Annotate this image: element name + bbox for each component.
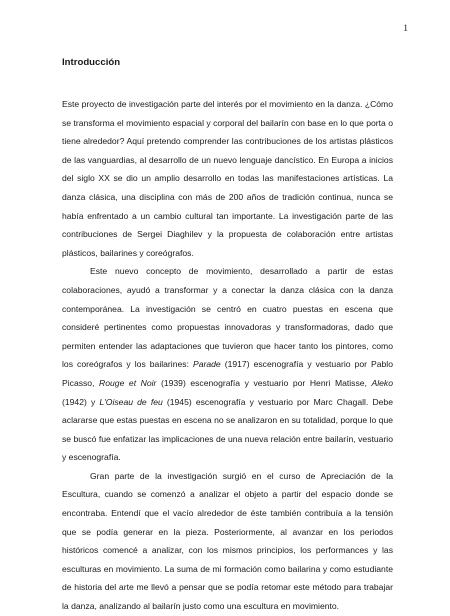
text-run: (1945) escenografía y vestuario por Marc Chagall. Debe aclararse que estas puestas en escena no se analizaron en su totalidad, porque lo que se buscó fue enfatizar las implicaciones de una nueva relación entre bailarín, vestuario y escenografía. bbox=[62, 396, 393, 463]
work-title: L'Oiseau de feu bbox=[99, 396, 163, 407]
document-body bbox=[62, 95, 393, 616]
page-number: 1 bbox=[403, 24, 408, 34]
paragraph bbox=[62, 262, 393, 467]
text-run: Este proyecto de investigación parte del interés por el movimiento en la danza. ¿Cómo se transforma el movimiento espacial y corporal del bailarín con base en lo que porta o tiene alrededor? Aquí pretendo comprender las contribuciones de los artistas plásticos de las vanguardias, al desarrollo de un nuevo lenguaje dancístico. En Europa a inicios del siglo XX se dio un amplio desarrollo en todas las manifestaciones artísticas. La danza clásica, una disciplina con más de 200 años de tradición continua, nunca se había enfrentado a un cambio cultural tan importante. La investigación parte de las contribuciones de Sergei Diaghilev y la propuesta de colaboración entre artistas plásticos, bailarines y coreógrafos. bbox=[62, 99, 393, 258]
text-run: (1939) escenografía y vestuario por Henri Matisse, bbox=[156, 377, 372, 388]
text-run: Este nuevo concepto de movimiento, desarrollado a partir de estas colaboraciones, ayudó a transformar y a conectar la danza clásica con la danza contemporánea. La investigación se centró en cuatro puestas en escena que consideré pertinentes como propuestas innovadoras y transformadoras, dado que permiten entender las adaptaciones que tuvieron que hacer tanto los pintores, como los coreógrafos y los bailarines: bbox=[62, 266, 393, 370]
paragraph bbox=[62, 467, 393, 616]
paragraph bbox=[62, 95, 393, 262]
work-title: Parade bbox=[192, 359, 221, 370]
text-run: Gran parte de la investigación surgió en el curso de Apreciación de la Escultura, cuando se comenzó a analizar el objeto a partir del espacio donde se encontraba. Entendí que el vacío alrededor de éste también contribuía a la tensión que se podía generar en la pieza. Posteriormente, al avanzar en los periodos históricos comencé a analizar, con los mismos principios, los performances y las esculturas en movimiento. La suma de mi formación como bailarina y como estudiante de historia del arte me llevó a pensar que se podía retomar este método para trabajar la danza, analizando al bailarín justo como una escultura en movimiento. bbox=[62, 470, 393, 612]
work-title: Rouge et Noir bbox=[99, 377, 157, 388]
text-run: (1917) escenografía y vestuario por Pablo Picasso, bbox=[62, 359, 393, 388]
section-heading: Introducción bbox=[62, 57, 121, 68]
work-title: Aleko bbox=[371, 377, 393, 388]
text-run: (1942) y bbox=[62, 396, 100, 407]
